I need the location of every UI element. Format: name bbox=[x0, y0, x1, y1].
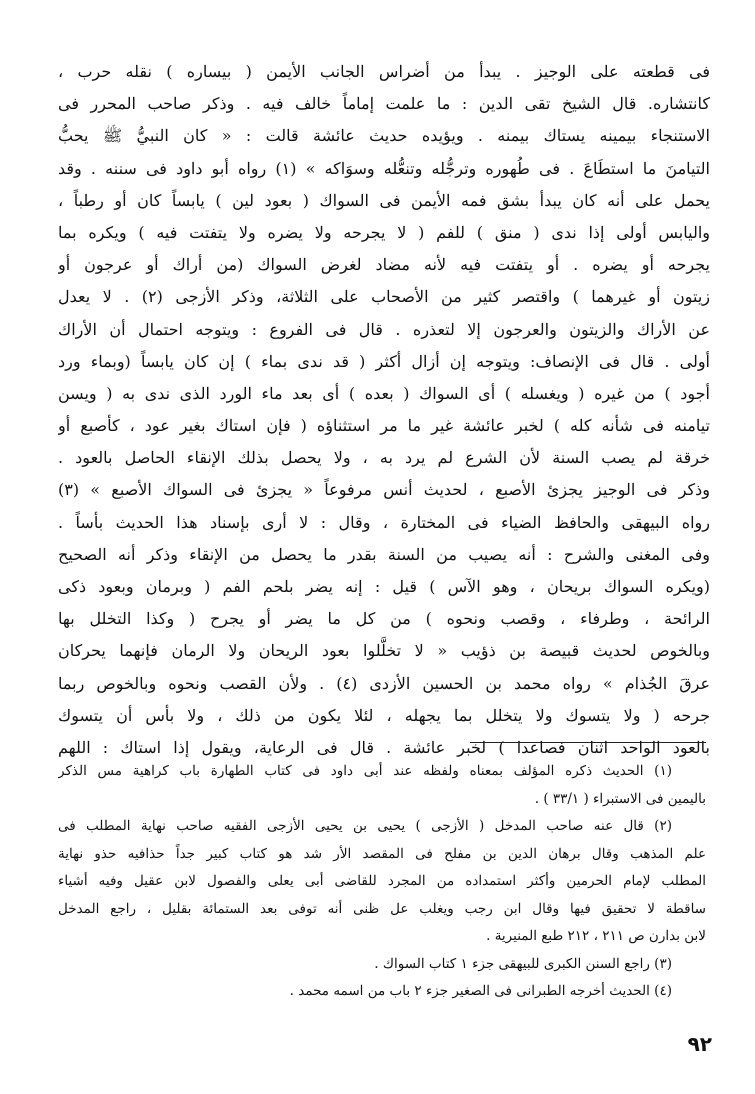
footnote-line: (٢) قال عنه صاحب المدخل ( الأزجى ) يحيى بن يحيى الأزجى الفقيه صاحب نهاية المطلب فى bbox=[58, 818, 672, 834]
footnote-line: (٣) راجع السنن الكبرى للبيهقى جزء ١ كتاب السواك . bbox=[374, 955, 672, 972]
footnotes-block bbox=[58, 758, 706, 1006]
text-line: الاستنجاء بيمينه يستاك بيمنه . ويؤيده حديث عائشة قالت : « كان النبيُّ ﷺ يحبُّ bbox=[58, 126, 710, 146]
text-line: (ويكره السواك بريحان ، وهو الآس ) قيل : إنه يضر بلحم الفم ( وبرمان وبعود ذكى bbox=[58, 577, 710, 596]
text-line: بالعود الواحد اثنان فصاعدا ) لخبر عائشة . قال فى الرعاية، ويقول إذا استاك : اللهم bbox=[58, 737, 710, 757]
text-line: الرائحة ، وطرفاء ، وقصب ونحوه ) من كل ما يضر أو يجرح ( وكذا التخلل بها bbox=[58, 609, 710, 629]
text-line: كانتشاره. قال الشيخ تقى الدين : ما علمت إماماً خالف فيه . وذكر صاحب المحرر فى bbox=[58, 94, 710, 114]
page-number: ٩٢ bbox=[687, 1032, 712, 1056]
footnote-line: المطلب لإمام الحرمين وأكثر استمداده من المجرد للقاضى أبى يعلى والفصول لابن عقيل وفيه أشياء bbox=[58, 873, 706, 889]
text-line: أجود ) من غيره ( ويغسله ) أى السواك ( بعده ) أى بعد ماء الورد الذى ندى به ( ويسن bbox=[58, 383, 710, 403]
text-line: واليابس أولى إذا ندى ( منق ) للفم ( لا يجرحه ولا يضره ولا يتفتت فيه ) ويكره بما bbox=[58, 222, 710, 242]
text-line: زيتون أو غيرهما ) واقتصر كثير من الأصحاب على الثلاثة، وذكر الأزجى (٢) . لا يعدل bbox=[58, 287, 710, 307]
text-line: جرحه ( ولا يتسوك ولا يتخلل بما يجهله ، لئلا يكون من ذلك ، ولا بأس أن يتسوك bbox=[58, 705, 710, 725]
footnote-separator bbox=[470, 742, 706, 743]
text-line: يحمل على أنه كان يبدأ بشق فمه الأيمن فى السواك ( بعود لين ) يابساً كان أو رطباً ، bbox=[58, 190, 710, 210]
text-line: أولى . قال فى الإنصاف: ويتوجه إن أزال أكثر ( قد ندى بماء ) إن كان يابساً (وبماء ورد bbox=[58, 351, 710, 371]
footnote-line: ساقطة لا تحقيق فيها وقال ابن رجب ويغلب عل ظنى أنه توفى بعد الستمائة بقليل ، راجع المدخل bbox=[58, 900, 706, 917]
footnote-line: (١) الحديث ذكره المؤلف بمعناه ولفظه عند أبى داود فى كتاب الطهارة باب كراهية مس الذكر bbox=[58, 763, 672, 779]
text-line: يجرحه أو يضره . أو يتفتت فيه لأنه مضاد لغرض السواك (من أراك أو عرجون أو bbox=[58, 255, 710, 275]
text-line: تيامنه فى شأنه كله ) لخبر عائشة غير ما مر استثناؤه ( فإن استاك بغير عود ، كأصبع أو bbox=[58, 416, 710, 436]
footnote-line: باليمين فى الاستبراء ( ٣٣/١ ) . bbox=[534, 790, 706, 807]
text-line: فى قطعته على الوجيز . يبدأ من أضراس الجانب الأيمن ( بيساره ) نقله حرب ، bbox=[58, 62, 710, 81]
text-line: وفى المغنى والشرح : أنه يصيب من السنة بقدر ما يحصل من الإنقاء وذكر أنه الصحيح bbox=[58, 544, 710, 564]
main-text-block bbox=[58, 56, 710, 764]
footnote-line: لابن بدارن ص ٢١١ ، ٢١٢ طبع المنيرية . bbox=[486, 928, 706, 944]
text-line: رواه البيهقى والحافظ الضياء فى المختارة ، وقال : لا أرى بإسناد هذا الحديث بأساً . bbox=[58, 512, 710, 532]
text-line: خرقة لم يصب السنة لأن الشرع لم يرد به ، ولا يحصل بذلك الإنقاء الحاصل بالعود . bbox=[58, 448, 710, 468]
footnote-line: (٤) الحديث أخرجه الطبرانى فى الصغير جزء ٢ باب من اسمه محمد . bbox=[289, 983, 672, 999]
text-line: عرقَ الجُذام » رواه محمد بن الحسين الأزدى (٤) . ولأن القصب ونحوه وبالخوص ربما bbox=[58, 673, 710, 693]
text-line: التيامنَ ما استطَاعَ . فى طُهوره وترجُّله وتنعُّله وسوَاكه » (١) رواه أبو داود فى سننه . وقد bbox=[58, 158, 710, 178]
footnote-line: علم المذهب وقال برهان الدين بن مفلح فى المقصد الأر شد هو كتاب كبير جداً حذافيه حذو نهاية bbox=[58, 845, 706, 862]
text-line: وبالخوص لحديث قبيصة بن ذؤيب « لا تخلَّلوا بعود الريحان ولا الرمان فإنهما يحركان bbox=[58, 641, 710, 661]
text-line: وذكر فى الوجيز يجزئ الأصبع ، لحديث أنس مرفوعاً « يجزئ فى السواك الأصبع » (٣) bbox=[58, 480, 710, 500]
text-line: عن الأراك والزيتون والعرجون إلا لتعذره . قال فى الفروع : ويتوجه احتمال أن الأراك bbox=[58, 319, 710, 339]
